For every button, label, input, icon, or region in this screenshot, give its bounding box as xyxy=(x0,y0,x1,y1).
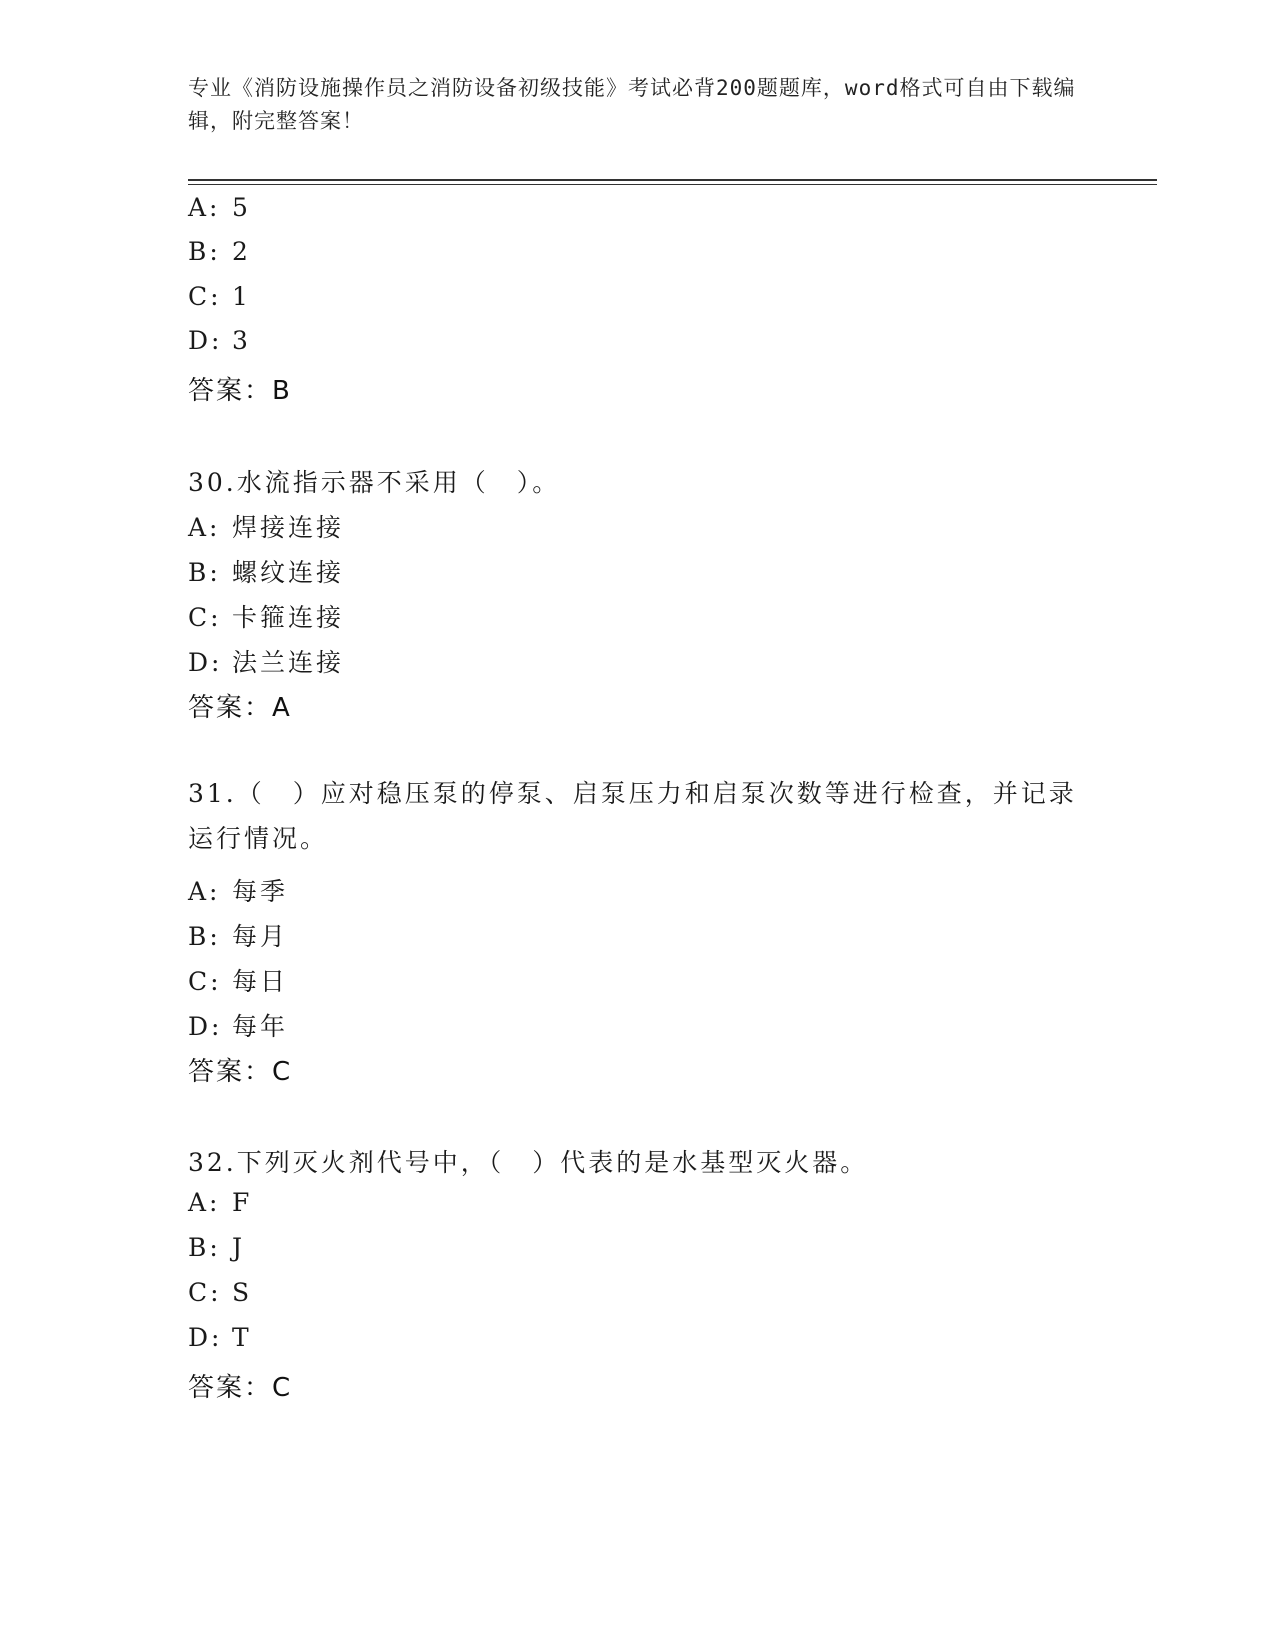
option-text: T xyxy=(232,1323,252,1352)
q29-option-c xyxy=(188,282,251,311)
q32-option-c xyxy=(188,1278,252,1307)
q29-option-b xyxy=(188,237,251,266)
q30-option-a xyxy=(188,508,344,544)
q30-option-b xyxy=(188,553,344,589)
option-label: A: xyxy=(188,513,221,542)
option-label: C: xyxy=(188,603,222,632)
q29-option-d xyxy=(188,326,251,355)
option-text: 2 xyxy=(232,237,251,266)
option-label: D: xyxy=(188,648,223,677)
q32-option-b xyxy=(188,1233,245,1262)
q32-question: 32.下列灭火剂代号中，（ ）代表的是水基型灭火器。 xyxy=(188,1148,869,1177)
q32-option-d xyxy=(188,1323,252,1352)
option-text: 每月 xyxy=(232,922,289,951)
option-text: 每年 xyxy=(232,1012,289,1041)
q29-option-a xyxy=(188,193,251,222)
option-label: B: xyxy=(188,237,221,266)
q31-question: 31.（ ）应对稳压泵的停泵、启泵压力和启泵次数等进行检查，并记录运行情况。 xyxy=(188,779,1077,853)
q31-answer: 答案：C xyxy=(188,1057,293,1087)
option-text: F xyxy=(232,1188,253,1217)
option-label: D: xyxy=(188,326,223,355)
q30-question: 30.水流指示器不采用（ ）。 xyxy=(188,468,561,497)
q30-answer: 答案：A xyxy=(188,693,292,723)
option-text: 1 xyxy=(232,282,251,311)
option-text: 3 xyxy=(232,326,251,355)
option-text: 焊接连接 xyxy=(232,513,345,542)
option-text: S xyxy=(232,1278,253,1307)
option-label: B: xyxy=(188,558,221,587)
option-text: 螺纹连接 xyxy=(232,558,345,587)
header-divider xyxy=(188,179,1157,181)
q29-answer: 答案：B xyxy=(188,376,292,406)
q30-option-d xyxy=(188,643,344,679)
option-text: 每季 xyxy=(232,877,289,906)
header-divider-thin xyxy=(188,184,1157,185)
option-label: C: xyxy=(188,1278,222,1307)
document-header: 专业《消防设施操作员之消防设备初级技能》考试必背200题题库，word格式可自由下载编辑，附完整答案！ xyxy=(188,76,1076,133)
option-label: B: xyxy=(188,1233,221,1262)
option-text: 卡箍连接 xyxy=(232,603,345,632)
option-text: 每日 xyxy=(232,967,289,996)
q32-answer: 答案：C xyxy=(188,1373,293,1403)
option-label: B: xyxy=(188,922,221,951)
option-label: D: xyxy=(188,1012,223,1041)
q31-option-d xyxy=(188,1007,288,1043)
option-text: J xyxy=(232,1233,246,1262)
q31-option-b xyxy=(188,917,288,953)
option-text: 法兰连接 xyxy=(232,648,345,677)
q31-option-c xyxy=(188,962,288,998)
q31-option-a xyxy=(188,872,288,908)
option-label: D: xyxy=(188,1323,223,1352)
option-text: 5 xyxy=(232,193,251,222)
option-label: C: xyxy=(188,967,222,996)
option-label: C: xyxy=(188,282,222,311)
option-label: A: xyxy=(188,877,221,906)
option-label: A: xyxy=(188,193,221,222)
q30-option-c xyxy=(188,598,344,634)
q32-option-a xyxy=(188,1188,252,1217)
option-label: A: xyxy=(188,1188,221,1217)
